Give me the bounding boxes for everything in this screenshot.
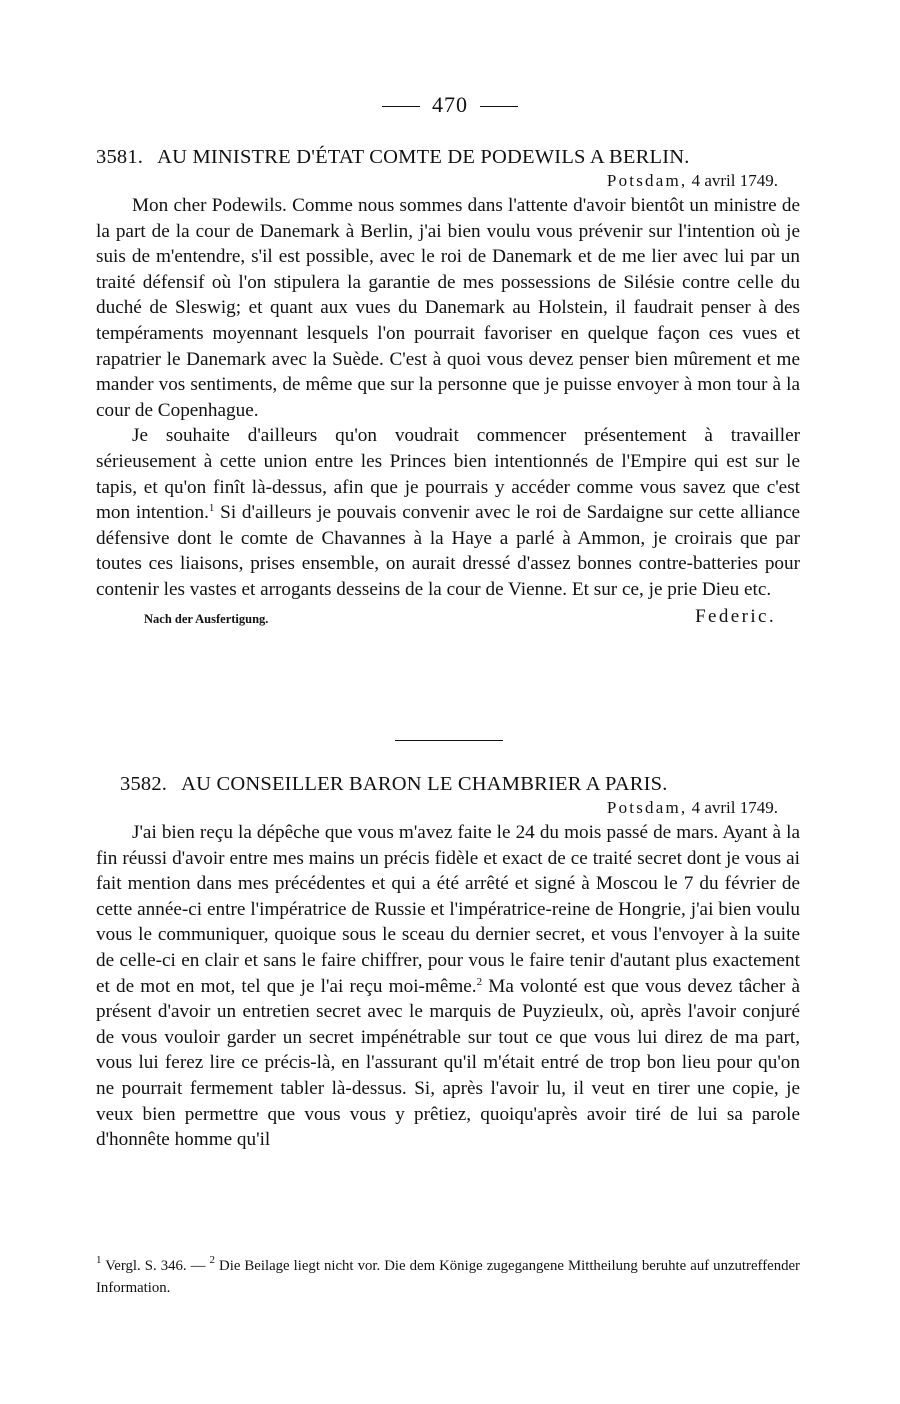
- letter-place: Potsdam,: [606, 798, 688, 817]
- letter-closing: [96, 604, 800, 632]
- footnote-mark: 2: [476, 975, 483, 988]
- paragraph-text: Ma volonté est que vous devez tâcher à présent d'avoir un entretien secret avec le marquis de Puyzieulx, où, après l'avoir conjuré de vous vouloir garder un secret impénétrable sur tout ce que vous lui direz de ma part, vous lui ferez lire ce précis-là, en l'assurant qu'il m'était entré de trop bon lieu pour qu'on ne pourrait fermement tabler là-dessus. Si, après l'avoir lu, il veut en tirer une copie, je veux bien permettre que vous vous y prêtiez, quoiqu'après avoir tiré de lui sa parole d'honnête homme qu'il: [96, 975, 801, 1151]
- section-divider: [395, 740, 503, 741]
- letter-number: 3581.: [96, 146, 144, 168]
- paragraph-text: Mon cher Podewils. Comme nous sommes dans l'attente d'avoir bientôt un ministre de la part de la cour de Danemark à Berlin, j'ai bien voulu vous prévenir sur l'intention où je suis de m'entendre, s'il est possible, avec le roi de Danemark et de me lier avec lui par un traité défensif où l'on stipulera la garantie de mes possessions de Silésie contre celle du duché de Sleswig; et quant aux vues du Danemark au Holstein, il faudrait penser à des tempéraments moyennant lesquels l'on pourrait favoriser en quelque façon ces vues et rapatrier le Danemark avec la Suède. C'est à quoi vous devez penser bien mûrement et me mander vos sentiments, de même que sur la personne que je puisse envoyer à mon tour à la cour de Copenhague.: [96, 195, 800, 421]
- paragraph-text: Je souhaite d'ailleurs qu'on voudrait commencer présentement à travailler sérieusement à cette union entre les Princes bien intentionnés de l'Empire qui est sur le tapis, et qu'on finît là-dessus, afin que je pourrais y accéder comme vous savez que c'est mon intention.: [96, 425, 800, 524]
- letter-dateline: [96, 796, 800, 820]
- page-number-dash-left: [382, 106, 420, 107]
- source-note: Nach der Ausfertigung.: [144, 611, 269, 626]
- paragraph-text: Si d'ailleurs je pouvais convenir avec le roi de Sardaigne sur cette alliance défensive dont le comte de Chavannes à la Haye a parlé à Ammon, je croirais que par toutes ces liaisons, prises ensemble, on aurait dressé d'assez bonnes contre-batteries pour contenir les vastes et arrogants desseins de la cour de Vienne. Et sur ce, je prie Dieu etc.: [96, 502, 800, 600]
- footnote-text: Vergl. S. 346. —: [105, 1258, 206, 1274]
- page-number-text: 470: [432, 92, 468, 117]
- letter-title: AU MINISTRE D'ÉTAT COMTE DE PODEWILS A BERLIN.: [157, 146, 690, 168]
- letter-dateline: [96, 169, 800, 193]
- footnote-number: 2: [209, 1254, 215, 1266]
- letter-date: 4 avril 1749.: [691, 171, 778, 190]
- footnote-1: [96, 1254, 206, 1274]
- letter-paragraph: [96, 820, 800, 1153]
- signature: Federic.: [695, 605, 776, 627]
- footnote-text: Die Beilage liegt nicht vor. Die dem Könige zugegangene Mittheilung beruhte auf unzutreffender Information.: [96, 1258, 800, 1296]
- letter-number: 3582.: [120, 773, 168, 795]
- footnotes: [96, 1255, 800, 1299]
- letter-title: AU CONSEILLER BARON LE CHAMBRIER A PARIS.: [181, 773, 668, 795]
- letter-paragraph: [96, 193, 800, 423]
- paragraph-text: J'ai bien reçu la dépêche que vous m'avez faite le 24 du mois passé de mars. Ayant à la fin réussi d'avoir entre mes mains un précis fidèle et exact de ce traité secret dont je vous ai fait mention dans mes précédentes et qui a été arrêté et signé à Moscou le 7 du février de cette année-ci entre l'impératrice de Russie et l'impératrice-reine de Hongrie, j'ai bien voulu vous le communiquer, quoique sous le sceau du dernier secret, et vous l'envoyer à la suite de celle-ci en clair et sans le faire chiffrer, pour vous le faire tenir d'autant plus exactement et de mot en mot, tel que je l'ai reçu moi-même.: [96, 822, 800, 997]
- letter-heading: [96, 770, 800, 798]
- letter-place: Potsdam,: [606, 171, 688, 190]
- page-number-dash-right: [480, 106, 518, 107]
- letter-heading: [96, 143, 800, 171]
- letter-paragraph: [96, 423, 800, 602]
- letter-body: [96, 820, 800, 1153]
- page-number: [0, 92, 900, 118]
- letter-body: [96, 193, 800, 603]
- footnote-number: 1: [96, 1254, 102, 1266]
- letter-3581: [96, 143, 800, 632]
- letter-date: 4 avril 1749.: [691, 798, 778, 817]
- footnote-mark: 1: [208, 502, 215, 515]
- letter-3582: [96, 770, 800, 1153]
